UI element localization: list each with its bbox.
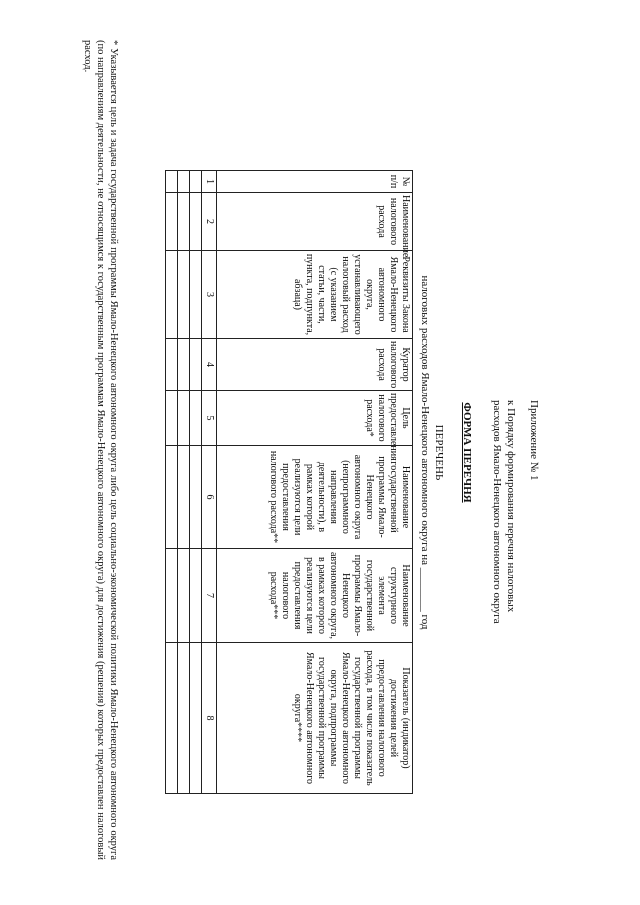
column-number: 6 (202, 446, 217, 549)
table-cell (166, 251, 178, 339)
column-number: 2 (202, 193, 217, 251)
appendix-line-3: расходов Ямало-Ненецкого автономного округа (491, 400, 503, 624)
table-cell (190, 549, 202, 643)
form-title: ФОРМА ПЕРЕЧНЯ (461, 402, 473, 503)
header-cell-3: Реквизиты Закона Ямало-Ненецкого автономного округа, устанавливающего налоговый расход (с указанием статьи, части, пункта, подпункта, абзаца) (217, 251, 413, 339)
list-title: ПЕРЕЧЕНЬ (433, 424, 445, 481)
table-cell (190, 193, 202, 251)
table-row (190, 171, 202, 794)
table-cell (166, 171, 178, 193)
table-cell (178, 251, 190, 339)
table-cell (178, 549, 190, 643)
column-number: 8 (202, 643, 217, 794)
column-number: 5 (202, 391, 217, 446)
header-cell-6: Наименование государственной программы Ямало-Ненецкого автономного округа (непрограммного направления деятельности), в рамках которой реализуются цели предоставления налогового расхода** (217, 446, 413, 549)
table-cell (178, 193, 190, 251)
header-cell-2: Наименование налогового расхода (217, 193, 413, 251)
tax-expenditure-table (165, 170, 413, 794)
table-row (166, 171, 178, 794)
column-number: 4 (202, 339, 217, 391)
table-cell (178, 339, 190, 391)
table-cell (166, 339, 178, 391)
table-cell (190, 251, 202, 339)
column-number: 1 (202, 171, 217, 193)
header-cell-5: Цель предоставления налогового расхода* (217, 391, 413, 446)
table-cell (190, 446, 202, 549)
table-row (178, 171, 190, 794)
table-number-row (202, 171, 217, 794)
table-cell (190, 339, 202, 391)
header-cell-7: Наименование структурного элемента государственной программы Ямало-Ненецкого автономного округа, в рамках которого реализуются цели предоставления налогового расхода*** (217, 549, 413, 643)
table-cell (178, 446, 190, 549)
table-cell (178, 171, 190, 193)
column-number: 7 (202, 549, 217, 643)
footnote: * Указывается цель и задача государственной программы Ямало-Ненецкого автономного округа либо цель социально-экономической политики Ямало-Ненецкого автономного округа (по направлениям деятельности, не относящимся к государственным программам Ямало-Ненецкого автономного округа) для достижения (решения) которых предоставлен налоговый расход. (82, 40, 119, 860)
table-cell (178, 391, 190, 446)
table-cell (166, 391, 178, 446)
table-cell (190, 391, 202, 446)
table-cell (178, 643, 190, 794)
table-cell (166, 193, 178, 251)
table-cell (166, 549, 178, 643)
appendix-line-2: к Порядку формирования перечня налоговых (505, 400, 517, 613)
header-cell-1: № п/п (217, 171, 413, 193)
column-number: 3 (202, 251, 217, 339)
table-cell (166, 446, 178, 549)
header-cell-8: Показатель (индикатор) достижения целей предоставления налогового расхода, в том числе показатель государственной программы Ямало-Ненецкого автономного округа, подпрограммы государственной программы Ямало-Ненецкого автономного округа**** (217, 643, 413, 794)
table-cell (166, 643, 178, 794)
appendix-number: Приложение № 1 (528, 400, 540, 481)
table-cell (190, 643, 202, 794)
table-cell (190, 171, 202, 193)
list-subtitle: налоговых расходов Ямало-Ненецкого автономного округа на ________ год (419, 275, 431, 630)
table-header-row (217, 171, 413, 794)
header-cell-4: Куратор налогового расхода (217, 339, 413, 391)
